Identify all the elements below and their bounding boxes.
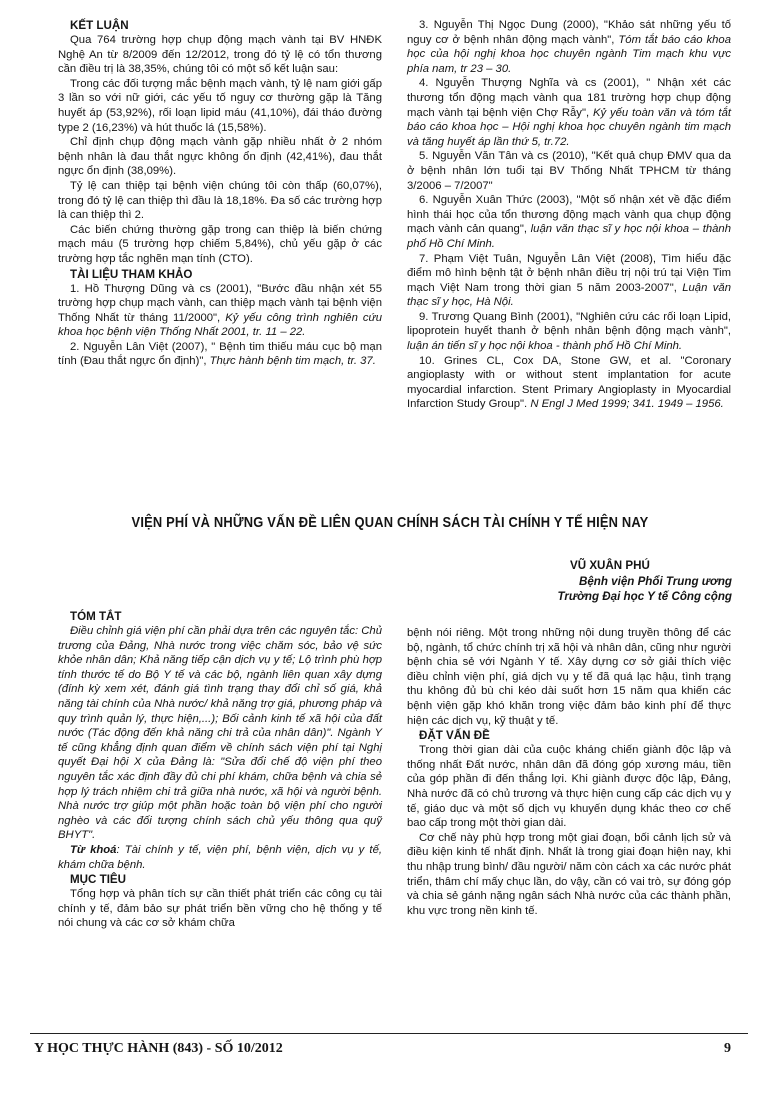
conclusion-paragraph: Chỉ định chụp động mạch vành gặp nhiều nhất ở 2 nhóm bệnh nhân là đau thắt ngực không ổn định (42,41%), đau thắt ngực ổn định (38,09%). [58, 136, 382, 178]
conclusion-paragraph: Các biến chứng thường gặp trong can thiệp là biến chứng mạch máu (5 trường hợp chiếm 5,84%), chủ yếu gặp ở các trường hợp tắc nghẽn mạn tính (CTO). [58, 223, 382, 265]
author-affiliation: Bệnh viện Phổi Trung ương [578, 574, 732, 588]
page-number: 9 [724, 1041, 731, 1056]
reference-item: 2. Nguyễn Lân Việt (2007), " Bệnh tim thiếu máu cục bộ mạn tính (Đau thắt ngực ổn định)", Thực hành bệnh tim mạch, tr. 37. [58, 340, 382, 368]
article-title: VIỆN PHÍ VÀ NHỮNG VẤN ĐỀ LIÊN QUAN CHÍNH SÁCH TÀI CHÍNH Y TẾ HIỆN NAY [131, 514, 649, 531]
introduction-column [407, 626, 731, 918]
introduction-paragraph: Cơ chế này phù hợp trong một giai đoạn, bối cảnh lịch sử và điều kiện kinh tế nhất định. Nhất là trong giai đoạn hiện nay, khi thu nhập trung bình/ đầu người/ năm còn cách xa các nước phát triển, thâm chí mấy chục lần, do vậy, cần có vai trò, sự đóng góp và chia sẻ gánh nặng ngân sách Nhà nước của các thành phần, khu vực trong nền kinh tế. [407, 831, 731, 917]
reference-item: 7. Phạm Việt Tuân, Nguyễn Lân Việt (2008), Tìm hiểu đặc điểm mô hình bệnh tật ở bệnh nhân điều trị nội trú tại Viện Tim mạch Việt Nam trong thời gian 5 năm 2003-2007", Luận văn thạc sĩ y học, Hà Nội. [407, 252, 731, 309]
reference-item: 4. Nguyễn Thượng Nghĩa và cs (2001), " Nhận xét các thương tổn động mạch vành qua 181 trường hợp chụp động mạch vành tại bệnh viện Chợ Rẫy", Kỷ yếu toàn văn và tóm tắt báo cáo khoa học – Hội nghị khoa học chuyên ngành tim mạch và tăng huyết áp lần thứ 5, tr.72. [407, 77, 731, 148]
reference-item: 9. Trương Quang Bình (2001), "Nghiên cứu các rối loạn Lipid, lipoprotein huyết thanh ở bệnh nhân bệnh động mạch vành", luận án tiến sĩ y học nội khoa - thành phố Hồ Chí Minh. [407, 310, 731, 353]
references-heading: TÀI LIỆU THAM KHẢO [70, 267, 193, 281]
conclusion-column [58, 18, 382, 369]
introduction-heading: ĐẶT VẤN ĐỀ [419, 729, 490, 743]
continuation-text: bệnh nói riêng. Một trong những nội dung truyền thông để các bộ, ngành, tổ chức chính trị xã hội và nhân dân, cũng như người bệnh chia sẻ với Ngành Y tế. Xây dựng cơ sở giải thích việc điều chỉnh viện phí, giá dịch vụ y tế đã quá lạc hậu, tình trạng thu không đủ bù chi kéo dài suốt hơn 15 năm qua khiến các bệnh viện gặp khó khăn trong việc đảm bảo kinh phí để thực hiện các dịch vụ, kỹ thuật y tế. [407, 627, 731, 727]
abstract-text: Điều chỉnh giá viện phí cần phải dựa trên các nguyên tắc: Chủ trương của Đảng, Nhà nước trong việc chăm sóc, bảo vệ sức khỏe nhân dân; Khả năng tiếp cận dịch vụ y tế; Lộ trình phù hợp tính thước tế do Bộ Y tế và các bộ, ngành liên quan xây dựng (đính kỳ xem xét, đánh giá tình trạng thay đổi chỉ số giá, khả năng tài chính của Nhà nước/ khả năng trợ giá, phương pháp và quy trình quản lý, thực hiện,...); Bối cảnh kinh tế xã hội của đất nước (Tác động đến khả năng chi trả của nhân dân)". Ngành Y tế cũng khẳng định quan điểm về chính sách viện phí tại Nghị quyết Đại hội X của Đảng là: "Sửa đổi chế độ viện phí theo nguyên tắc xác định đầy đủ chi phí khám, chữa bệnh và chia sẻ hợp lý trách nhiệm chi trả giữa nhà nước, xã hội và người bệnh. Nhà nước trợ giúp một phần hoặc toàn bộ viện phí cho người nghèo và các đối tượng chính sách chủ yếu thông qua quỹ BHYT". [58, 625, 382, 842]
author-block [430, 558, 732, 605]
introduction-paragraph: Trong thời gian dài của cuộc kháng chiến giành độc lập và thống nhất Đất nước, nhân dân đã đóng góp xương máu, tiền của góp phần đi đến thắng lợi. Khi giành được độc lập, Đảng, Nhà nước đã có chủ trương và thực hiện cung cấp các dịch vụ y tế, giáo dục và một số dịch vụ khuyến dụng khác theo cơ chế bao cấp trong một thời gian dài. [407, 744, 731, 830]
reference-item: 6. Nguyễn Xuân Thức (2003), "Một số nhận xét về đặc điểm hình thái học của tổn thương động mạch vành qua chụp động mạch vành cản quang", luận văn thạc sĩ y học nội khoa – thành phố Hồ Chí Minh. [407, 194, 731, 250]
footer-journal-name: Y HỌC THỰC HÀNH (843) - SỐ 10/2012 [34, 1041, 283, 1056]
abstract-column [58, 609, 382, 931]
references-column [407, 18, 731, 412]
keywords-label: Từ khoá [70, 843, 117, 856]
objective-heading: MỤC TIÊU [70, 873, 127, 887]
objective-text: Tổng hợp và phân tích sự cần thiết phát triển các công cụ tài chính y tế, đảm bảo sự phát triển bền vững cho hệ thống y tế nói chung và các cơ sở khám chữa [58, 888, 382, 930]
keywords-text: : Tài chính y tế, viện phí, bệnh viện, dịch vụ y tế, khám chữa bệnh. [58, 843, 382, 871]
author-name: VŨ XUÂN PHÚ [570, 559, 650, 572]
author-affiliation: Trường Đại học Y tế Công cộng [557, 590, 732, 603]
footer-rule [30, 1033, 748, 1034]
conclusion-heading: KẾT LUẬN [70, 19, 129, 32]
conclusion-paragraph: Trong các đối tượng mắc bệnh mạch vành, tỷ lệ nam giới gấp 3 lần so với nữ giới, các yếu tố nguy cơ thường gặp là Tăng huyết áp (53,92%), rối loạn lipid máu (41,10%), đái tháo đường type 2 (16,23%) và hút thuốc lá (15,58%). [58, 77, 382, 134]
abstract-heading: TÓM TẮT [70, 610, 122, 623]
keywords-line [58, 843, 382, 872]
conclusion-paragraph: Tỷ lệ can thiệp tại bệnh viện chúng tôi còn thấp (60,07%), trong đó tỷ lệ can thiệp thì đầu là 18,18%. Đa số các trường hợp là can thiệp thì 2. [58, 179, 382, 222]
reference-item: 3. Nguyễn Thị Ngọc Dung (2000), "Khảo sát những yếu tố nguy cơ ở bệnh nhân động mạch vành", Tóm tắt báo cáo khoa học của hội nghị khoa học chuyên ngành Tim mạch khu vực phía nam, tr 23 – 30. [407, 19, 731, 75]
reference-item: 1. Hồ Thượng Dũng và cs (2001), "Bước đầu nhận xét 55 trường hợp chụp mạch vành, can thiệp mạch vành tại bệnh viện Thống Nhất từ tháng 11/2000", Kỷ yếu công trình nghiên cứu khoa học bệnh viện Thống Nhất 2001, tr. 11 – 22. [58, 282, 382, 339]
conclusion-paragraph: Qua 764 trường hợp chụp động mạch vành tại BV HNĐK Nghệ An từ 8/2009 đến 12/2012, trong đó tỷ lệ có tổn thương cần điều trị là 38,35%, chúng tôi có một số kết luận sau: [58, 34, 382, 76]
reference-item: 5. Nguyễn Văn Tân và cs (2010), "Kết quả chụp ĐMV qua da ở bệnh nhân lớn tuổi tại BV Thống Nhất TPHCM từ tháng 3/2006 – 7/2007" [407, 150, 731, 192]
reference-item: 10. Grines CL, Cox DA, Stone GW, et al. "Coronary angioplasty with or without stent implantation for acute myocardial infarction. Stent Primary Angioplasty in Myocardial Infarction Study Group". N Engl J Med 1999; 341. 1949 – 1956. [407, 354, 731, 411]
